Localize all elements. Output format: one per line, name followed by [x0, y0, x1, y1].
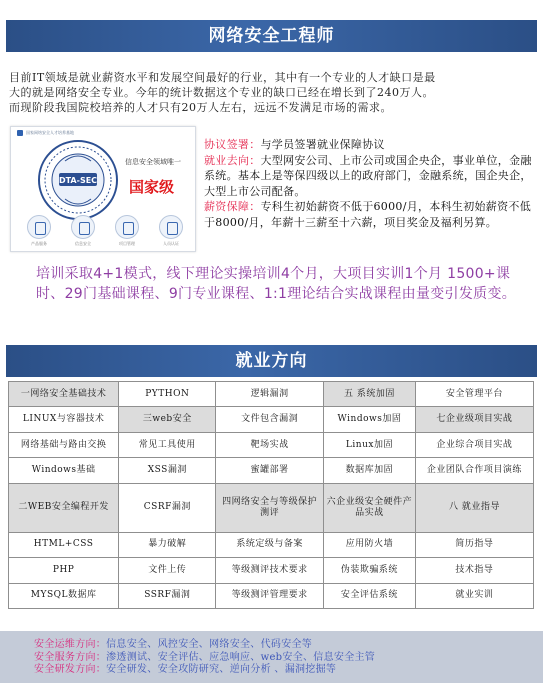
table-cell: 蜜罐部署: [216, 458, 324, 483]
direction-text: 信息安全、风控安全、网络安全、代码安全等: [106, 639, 313, 650]
benefit-direction: [204, 153, 534, 200]
table-cell: 数据库加固: [324, 458, 416, 483]
product-icon: [27, 215, 51, 239]
intro-paragraph: [9, 70, 537, 115]
table-cell: 暴力破解: [119, 532, 216, 557]
page-title: 网络安全工程师: [208, 26, 335, 46]
table-cell: HTML+CSS: [9, 532, 119, 557]
table-cell: 七企业级项目实战: [415, 407, 533, 432]
icon-caption: 信息安全: [75, 241, 91, 246]
table-cell: 应用防火墙: [324, 532, 416, 557]
icon-caption: 项目管理: [119, 241, 135, 246]
direction-line-research: [34, 664, 543, 677]
table-cell: 等级测评技术要求: [216, 558, 324, 583]
table-cell: 常见工具使用: [119, 432, 216, 457]
benefit-agreement: [204, 137, 534, 153]
benefit-text: 大型网安公司、上市公司或国企央企，事业单位，金融系统。基本上是等保四级以上的政府部门，金融系统，国企央企，大型上市公司配备。: [204, 153, 532, 198]
table-cell: 八 就业指导: [415, 483, 533, 532]
table-cell: 系统定级与备案: [216, 532, 324, 557]
benefits-block: [204, 137, 534, 230]
table-cell: CSRF漏洞: [119, 483, 216, 532]
benefit-salary: [204, 199, 534, 230]
table-cell: 逻辑漏洞: [216, 382, 324, 407]
table-cell: XSS漏洞: [119, 458, 216, 483]
certificate-icon-row: [17, 215, 193, 239]
table-cell: PHP: [9, 558, 119, 583]
certificate-header: 国家网络安全人才培养基地: [26, 130, 74, 135]
table-row: [9, 458, 534, 483]
certificate-level: 国家级: [129, 178, 175, 196]
table-row: [9, 407, 534, 432]
benefit-label: 协议签署：: [204, 138, 261, 151]
benefit-text: 与学员签署就业保障协议: [260, 138, 385, 151]
base-logo-icon: [17, 130, 23, 136]
certificate-subtitle: 信息安全领域唯一: [125, 158, 181, 166]
table-row: [9, 583, 534, 609]
seal-label: DTA-SEC: [58, 176, 98, 185]
security-icon: [71, 215, 95, 239]
table-cell: 等级测评管理要求: [216, 583, 324, 609]
table-cell: 伪装欺骗系统: [324, 558, 416, 583]
certificate-image: [10, 126, 196, 252]
table-cell: 五 系统加固: [324, 382, 416, 407]
table-cell: 四网络安全与等级保护测评: [216, 483, 324, 532]
direction-text: 渗透测试、安全评估、应急响应、web安全、信息安全主管: [106, 651, 376, 663]
table-cell: 文件上传: [119, 558, 216, 583]
icon-caption: 人员认证: [163, 241, 179, 246]
direction-label: 安全运维方向：: [34, 639, 107, 650]
table-cell: Linux加固: [324, 432, 416, 457]
table-row: [9, 483, 534, 532]
direction-line-service: [34, 652, 543, 665]
section-banner: [6, 345, 537, 377]
table-cell: 一网络安全基础技术: [9, 382, 119, 407]
table-cell: 就业实训: [415, 583, 533, 609]
direction-label: 安全服务方向：: [34, 651, 107, 663]
table-cell: 网络基础与路由交换: [9, 432, 119, 457]
table-cell: 简历指导: [415, 532, 533, 557]
table-cell: 企业综合项目实战: [415, 432, 533, 457]
table-cell: LINUX与容器技术: [9, 407, 119, 432]
training-summary: 培训采取4+1模式，线下理论实操培训4个月，大项目实训1个月 1500+课时、29门基础课程、9门专业课程、1:1理论结合实战课程由量变引发质变。: [36, 266, 517, 302]
table-cell: 六企业级安全硬件产品实战: [324, 483, 416, 532]
table-row: [9, 532, 534, 557]
direction-line-ops: [34, 639, 543, 652]
table-cell: 安全评估系统: [324, 583, 416, 609]
table-row: [9, 558, 534, 583]
intro-line: 目前IT领域是就业薪资水平和发展空间最好的行业，其中有一个专业的人才缺口是最: [9, 71, 436, 84]
table-cell: 文件包含漏洞: [216, 407, 324, 432]
table-cell: 安全管理平台: [415, 382, 533, 407]
table-cell: 企业团队合作项目演练: [415, 458, 533, 483]
table-cell: 靶场实战: [216, 432, 324, 457]
seal-icon: [37, 139, 119, 221]
table-cell: 三web安全: [119, 407, 216, 432]
benefit-label: 就业去向：: [204, 153, 261, 167]
table-row: [9, 382, 534, 407]
course-table: [8, 381, 534, 609]
table-cell: 二WEB安全编程开发: [9, 483, 119, 532]
person-icon: [159, 215, 183, 239]
icon-caption: 产品服务: [31, 241, 47, 246]
career-directions-footer: [0, 631, 543, 683]
direction-label: 安全研发方向：: [34, 664, 107, 675]
benefit-label: 薪资保障：: [204, 200, 261, 213]
table-cell: Windows基础: [9, 458, 119, 483]
intro-line: 而现阶段我国院校培养的人才只有20万人左右，远远不发满足市场的需求。: [9, 101, 392, 114]
direction-text: 安全研发、安全攻防研究、逆向分析 、漏洞挖掘等: [106, 664, 337, 675]
table-row: [9, 432, 534, 457]
title-banner: [6, 20, 537, 52]
benefit-text: 专科生初始薪资不低于6000/月，本科生初始薪资不低于8000/月，年薪十三薪至十六薪，项目奖金及福利另算。: [204, 200, 531, 229]
certificate-icon-captions: [17, 241, 193, 247]
table-cell: MYSQL数据库: [9, 583, 119, 609]
table-cell: PYTHON: [119, 382, 216, 407]
table-cell: SSRF漏洞: [119, 583, 216, 609]
section-title: 就业方向: [235, 351, 308, 371]
intro-line: 大的就是网络安全专业。今年的统计数据这个专业的缺口已经在增长到了240万人。: [9, 86, 434, 99]
table-cell: Windows加固: [324, 407, 416, 432]
table-cell: 技术指导: [415, 558, 533, 583]
project-icon: [115, 215, 139, 239]
